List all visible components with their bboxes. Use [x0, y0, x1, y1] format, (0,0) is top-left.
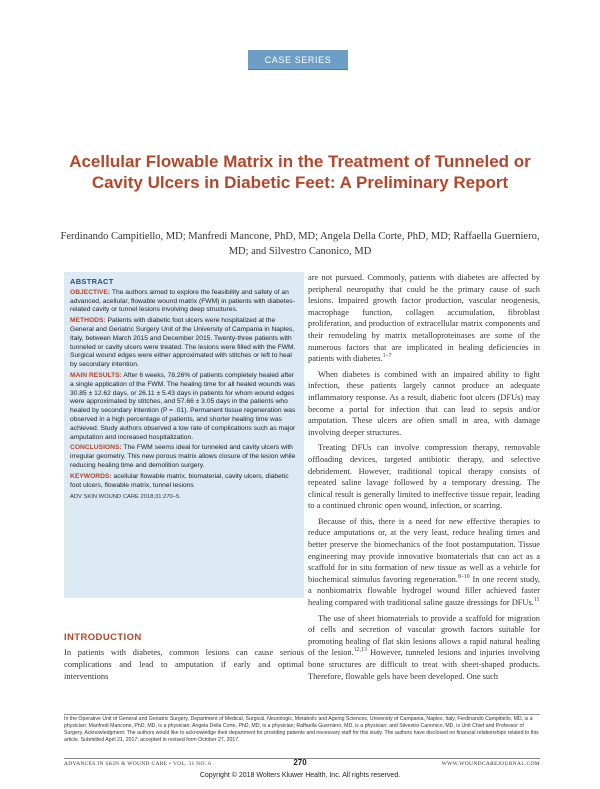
objective-text: The authors aimed to explore the feasibility and safety of an advanced, acellular, flowable wound matrix (FWM) in patients with diabetes-related cavity or tunnel lesions involving deep structures. [70, 288, 295, 314]
page-number: 270 [293, 758, 307, 767]
results-label: MAIN RESULTS: [70, 371, 122, 379]
paragraph: When diabetes is combined with an impaired ability to fight infection, these patients largely cannot produce an adequate inflammatory response. As a result, diabetic foot ulcers (DFUs) may become a portal for infection that can lead to sepsis and/or amputation. These ulcers are often small in area, with damage involving deeper structures. [308, 369, 540, 437]
paragraph-text: are not pursued. Commonly, patients with diabetes are affected by peripheral neuropathy that could be the primary cause of such lesions. Impaired growth factor production, vascular neogenesis, macrophage function, collagen accumulation, fibroblast proliferation, and production of extracellular matrix components and their remodeling by matrix metalloproteinases are some of the numerous factors that are implicated in healing deficiencies in patients with diabetes. [308, 273, 540, 364]
introduction-text: In patients with diabetes, common lesions can cause serious complications and lead to amputation if early and optimal interventions [64, 647, 304, 681]
methods-text: Patients with diabetic foot ulcers were hospitalized at the General and Geriatric Surgery Unit of the University of Campania in Naples, Italy, between March 2015 and December 2015. Twenty-three patients with tunneled or cavity ulcers were treated. The lesions were filled with the FWM. Surgical wound edges were either approximated with stitches or left to heal by secondary intention. [70, 317, 296, 369]
reference-superscript: 12,13 [353, 647, 367, 654]
objective-label: OBJECTIVE: [70, 288, 111, 296]
introduction-heading: INTRODUCTION [64, 632, 142, 643]
reference-superscript: 11 [533, 597, 540, 604]
methods-label: METHODS: [70, 317, 106, 325]
journal-info: ADVANCES IN SKIN & WOUND CARE • VOL. 31 NO. 6 [64, 761, 212, 767]
abstract-heading: ABSTRACT [70, 277, 114, 286]
abstract-citation: ADV SKIN WOUND CARE 2018;31:270–5. [70, 494, 181, 501]
abstract-results [70, 372, 298, 442]
paragraph-text: Because of this, there is a need for new effective therapies to reduce amputations or, at the very least, reduce healing times and better preserve the biomechanics of the foot postamputation. Tissue engineering may provide innovative biomaterials that can act as a scaffold for in situ formation of new tissue as well as a vehicle for biochemical stimulus favoring regeneration. [308, 516, 540, 584]
journal-url: WWW.WOUNDCAREJOURNAL.COM [441, 761, 540, 767]
conclusions-text: The FWM seems ideal for tunneled and cavity ulcers with irregular geometry. This new porous matrix allows closure of the lesion while reducing healing time and demolition surgery. [70, 444, 296, 469]
keywords-label: KEYWORDS: [70, 472, 112, 480]
reference-superscript: 8–10 [457, 574, 470, 581]
paragraph-text: The use of sheet biomaterials to provide a scaffold for migration of cells and secretion of vascular growth factors suitable for promoting healing of flat skin lesions allows a rapid natural healing of the lesion. [308, 613, 540, 658]
author-list: Ferdinando Campitiello, MD; Manfredi Mancone, PhD, MD; Angela Della Corte, PhD, MD; Raffaella Guerniero, MD; and Silvestro Canonico, MD [60, 231, 540, 257]
paragraph-text: However, tunneled lesions and injuries involving bone structures are difficult to treat with sheet-shaped products. Therefore, flowable gels have been developed. One such [308, 648, 540, 681]
keywords-text: acellular flowable matrix, biomaterial, cavity ulcers, diabetic foot ulcers, flowable matrix, tunnel lesions [70, 472, 289, 489]
reference-superscript: 1–7 [382, 353, 392, 360]
paragraph: Treating DFUs can involve compression therapy, removable offloading devices, targeted antibiotic therapy, and selective debridement. However, traditional topical therapy consists of repeated saline lavage followed by a temporary dressing. The clinical result is generally limited to ineffective tissue repair, leading to a continued chronic open wound, infection, or scarring. [308, 443, 540, 511]
abstract-box [64, 272, 304, 598]
abstract-conclusions [70, 444, 298, 470]
results-text: After 6 weeks, 78.26% of patients completely healed after a single application of the FWM. The healing time for all healed wounds was 30.85 ± 12.62 days, or 26.11 ± 5.43 days in patients for whom wound edges were approximated by stitches, and 57.66 ± 3.05 days in the patients who healed by secondary intention (P = .01). Permanent tissue regeneration was observed in a high percentage of patients, and shorter healing time was achieved. Study authors observed a low rate of complications such as major amputation and increased hospitalization. [70, 371, 296, 441]
paragraph [308, 272, 540, 365]
paragraph [308, 613, 540, 683]
conclusions-label: CONCLUSIONS: [70, 444, 122, 452]
banner-underline [248, 69, 348, 70]
abstract-objective [70, 289, 298, 315]
section-banner [248, 50, 348, 70]
author-affiliation-footnote: In the Operative Unit of General and Geriatric Surgery, Department of Medical, Surgical, Neurologic, Metabolic and Ageing Sciences, University of Campania, Naples, Italy, Ferdinando Campitiello, MD, is a physician; Manfredi Mancone, PhD, MD, is a physician; Angela Della Corte, PhD, MD, is a physician; Raffaella Guerniero, MD, is a physician; and Silvestro Canonico, MD, is Unit Chief and Professor of Surgery. Acknowledgment: The authors would like to acknowledge their department for providing patients and necessary staff for this study. The authors have disclosed no financial relationships related to this article. Submitted April 21, 2017; accepted in revised form October 27, 2017. [64, 716, 539, 743]
paragraph-text: In one recent study, a nonbiomatrix flowable hydrogel wound filler achieved faster healing compared with traditional saline gauze dressings for DFUs. [308, 574, 540, 608]
footnote-divider [64, 714, 540, 715]
copyright-notice: Copyright © 2018 Wolters Kluwer Health, Inc. All rights reserved. [199, 772, 401, 779]
abstract-methods [70, 317, 298, 370]
paragraph [308, 516, 540, 609]
abstract-keywords [70, 473, 298, 491]
article-title: Acellular Flowable Matrix in the Treatment of Tunneled or Cavity Ulcers in Diabetic Feet: A Preliminary Report [69, 152, 531, 192]
section-label: CASE SERIES [264, 55, 332, 65]
right-column [308, 272, 540, 686]
